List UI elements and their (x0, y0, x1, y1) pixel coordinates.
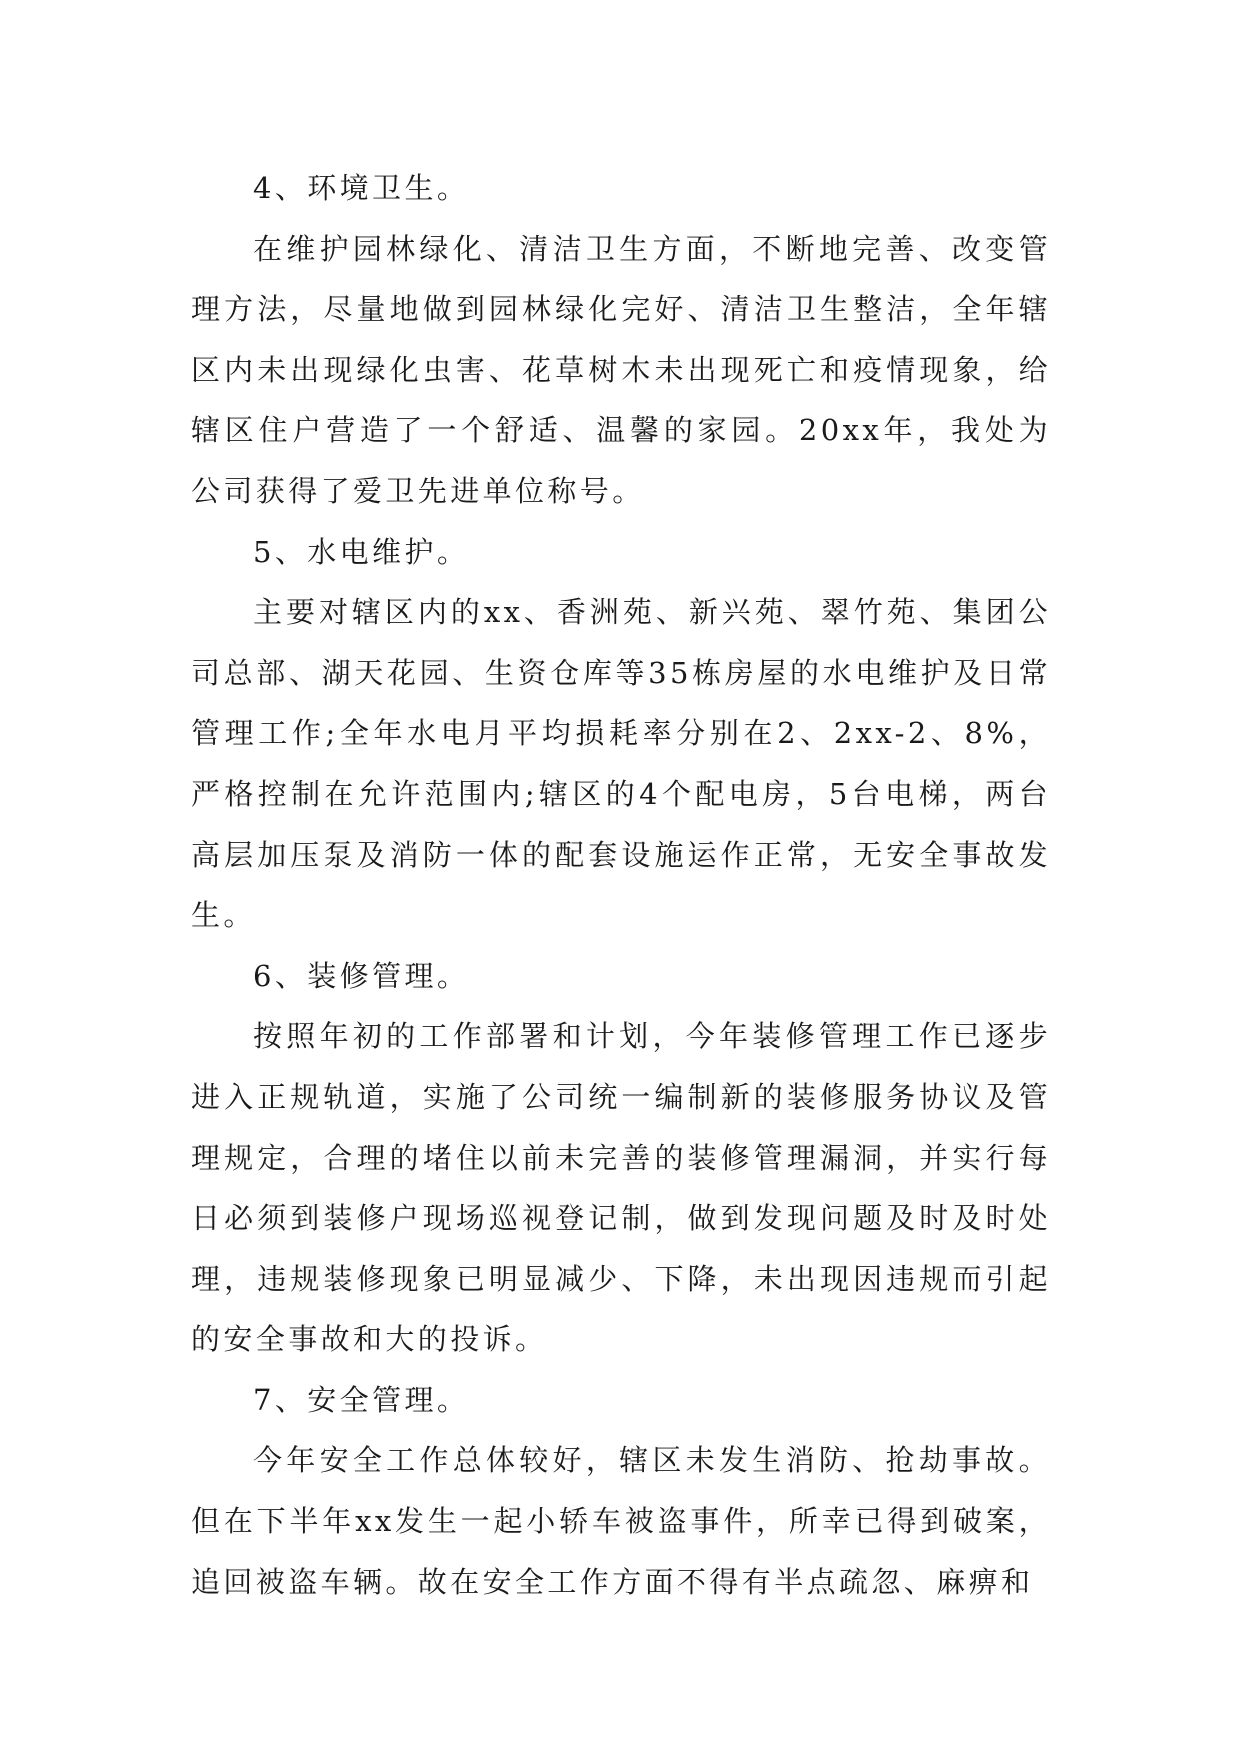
section-heading-safety: 7、安全管理。 (253, 1382, 470, 1417)
section-body-renovation: 按照年初的工作部署和计划，今年装修管理工作已逐步进入正规轨道，实施了公司统一编制新的装修服务协议及管理规定，合理的堵住以前未完善的装修管理漏洞，并实行每日必须到装修户现场巡视登记制，做到发现问题及时及时处理，违规装修现象已明显减少、下降，未出现因违规而引起的安全事故和大的投诉。 (191, 1019, 1051, 1357)
section-heading-renovation: 6、装修管理。 (253, 958, 470, 993)
document-page (191, 158, 1051, 1612)
section-body-utilities: 主要对辖区内的xx、香洲苑、新兴苑、翠竹苑、集团公司总部、湖天花园、生资仓库等35栋房屋的水电维护及日常管理工作;全年水电月平均损耗率分别在2、2xx-2、8%，严格控制在允许范围内;辖区的4个配电房，5台电梯，两台高层加压泵及消防一体的配套设施运作正常，无安全事故发生。 (191, 595, 1051, 933)
section-body-safety: 今年安全工作总体较好，辖区未发生消防、抢劫事故。但在下半年xx发生一起小轿车被盗事件，所幸已得到破案，追回被盗车辆。故在安全工作方面不得有半点疏忽、麻痹和 (191, 1443, 1051, 1599)
section-body-environment: 在维护园林绿化、清洁卫生方面，不断地完善、改变管理方法，尽量地做到园林绿化完好、清洁卫生整洁，全年辖区内未出现绿化虫害、花草树木未出现死亡和疫情现象，给辖区住户营造了一个舒适、温馨的家园。20xx年，我处为公司获得了爱卫先进单位称号。 (191, 231, 1051, 508)
section-heading-environment: 4、环境卫生。 (253, 171, 470, 205)
section-heading-utilities: 5、水电维护。 (253, 534, 470, 569)
